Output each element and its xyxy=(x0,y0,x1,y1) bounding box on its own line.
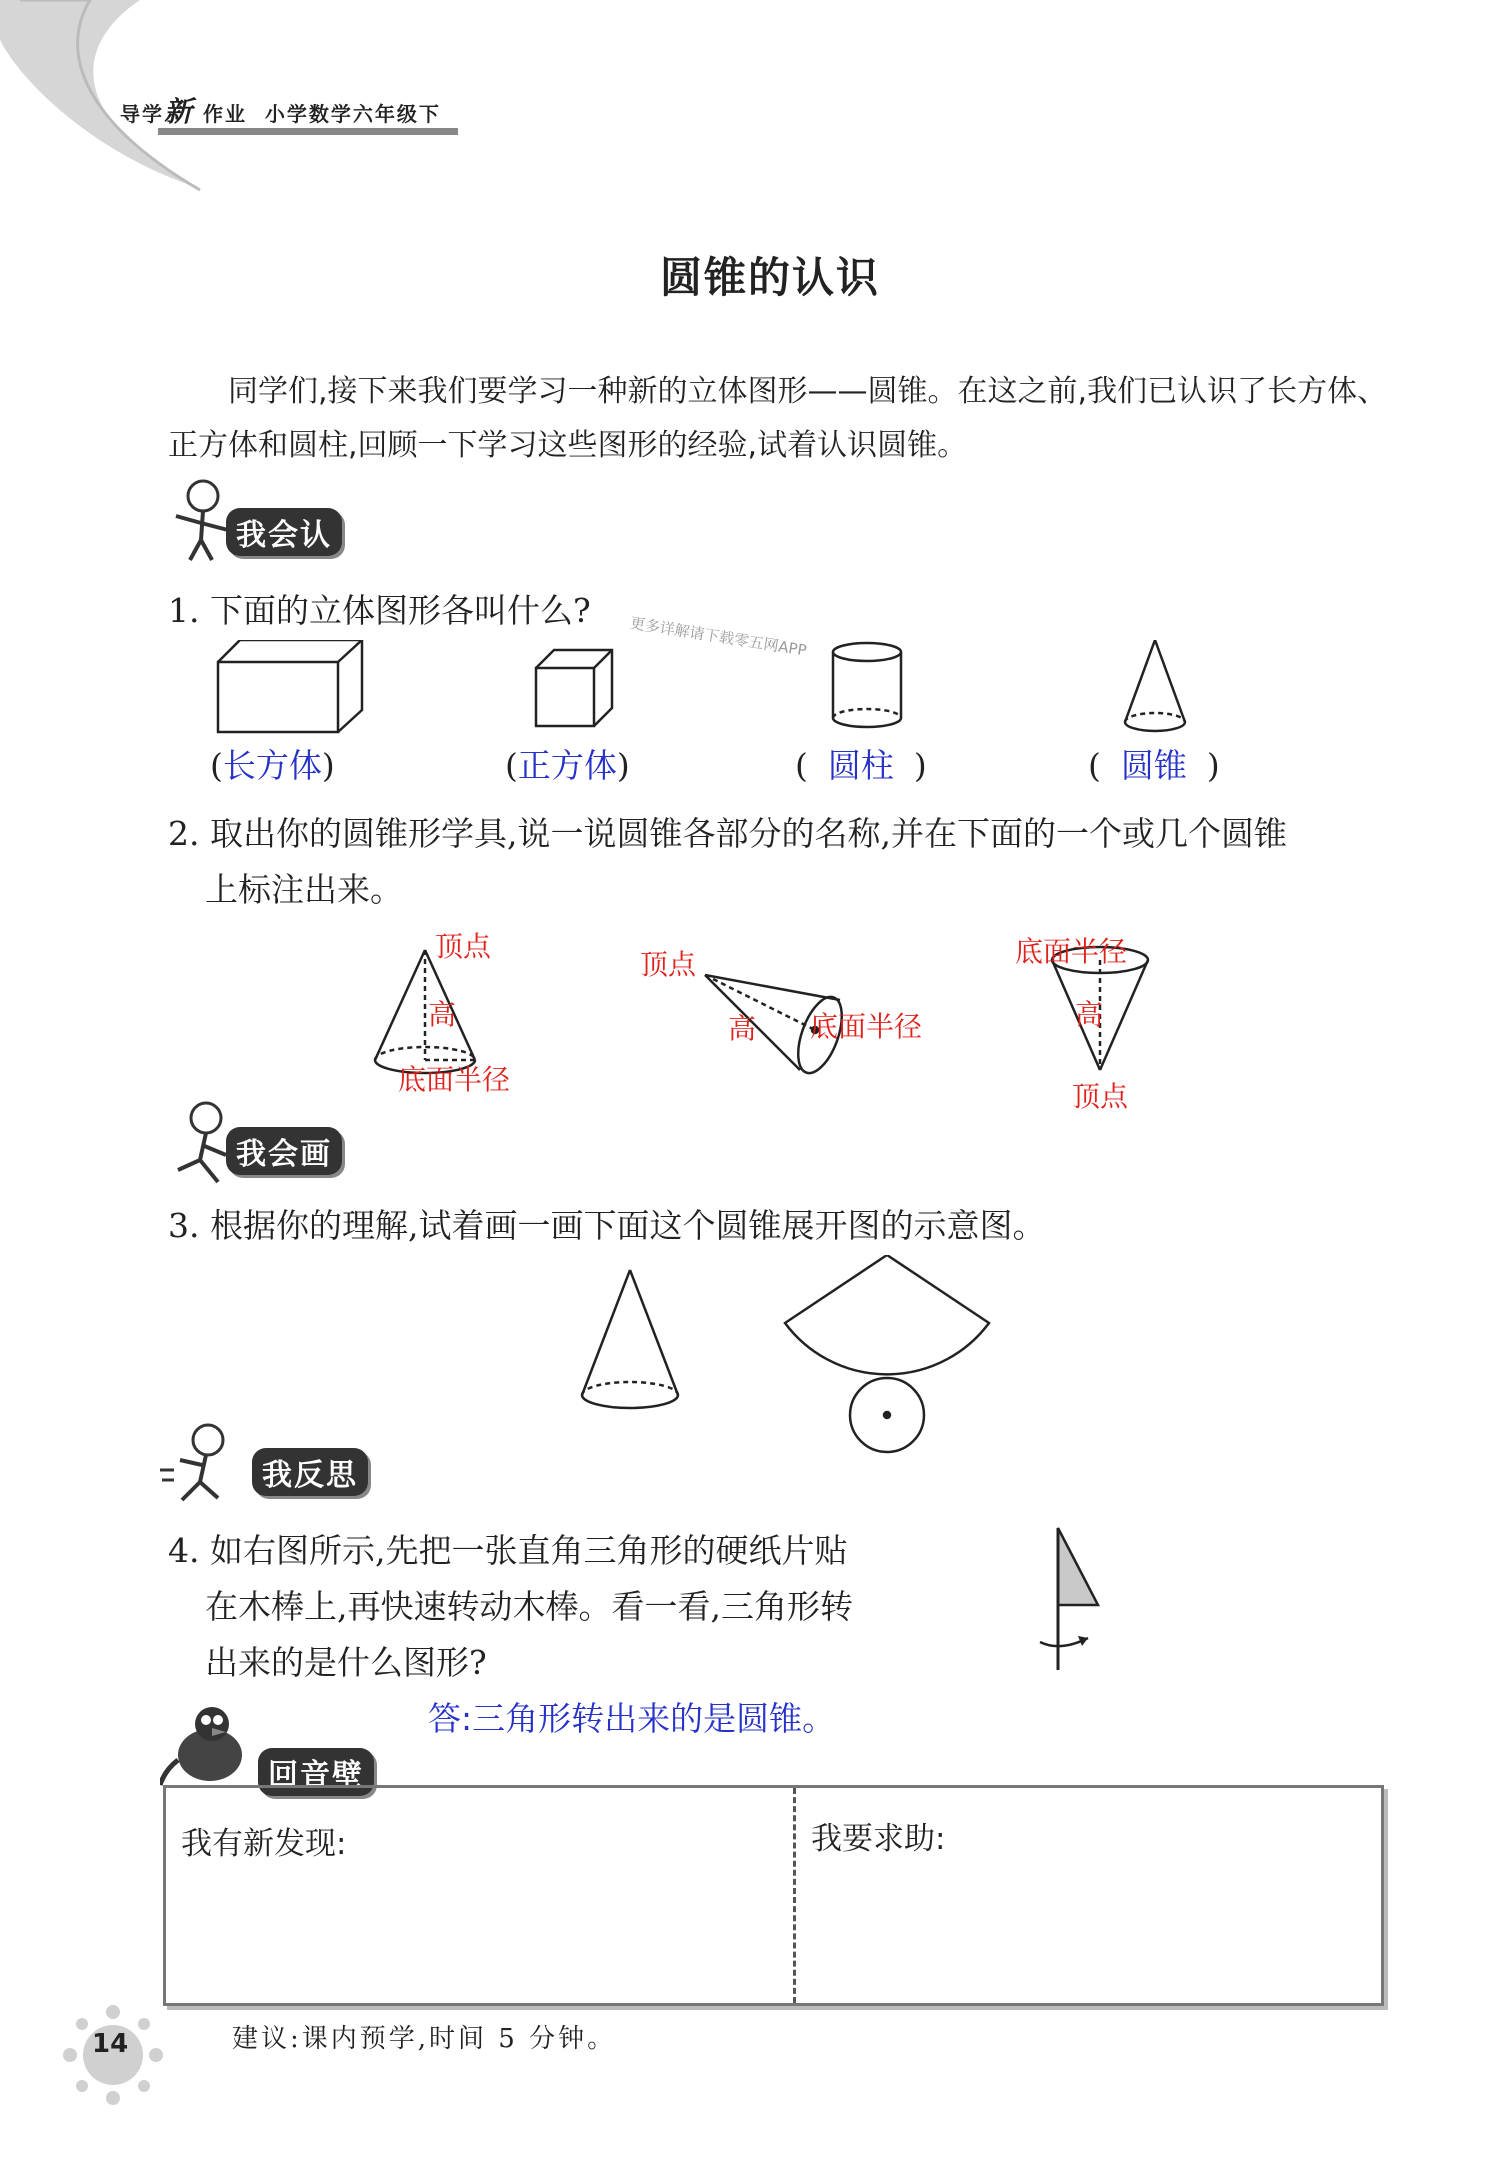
boy-running-icon xyxy=(160,1420,250,1510)
cone1-radius-label: 底面半径 xyxy=(398,1063,511,1096)
q1-answer-cube: 正方体 xyxy=(517,746,617,785)
section-badge-reflect: 我反思 xyxy=(252,1448,368,1496)
suggestion-note: 建议:课内预学,时间 5 分钟。 xyxy=(232,2024,617,2054)
q3-figures xyxy=(570,1255,1010,1470)
cylinder-shape xyxy=(833,643,901,727)
notes-divider xyxy=(793,1788,796,2003)
header-subtitle: 作业 小学数学六年级下 xyxy=(202,102,441,126)
watermark: 更多详解请下载零五网APP xyxy=(628,613,808,660)
q1-answer-2: (正方体) xyxy=(505,746,630,785)
header-brand-new: 新 xyxy=(164,95,195,128)
section-badge-echo: 回音壁 xyxy=(258,1748,374,1796)
q3-text: 3. 根据你的理解,试着画一画下面这个圆锥展开图的示意图。 xyxy=(168,1206,1046,1245)
bird-mascot-icon xyxy=(160,1700,260,1790)
q4-text-line1: 4. 如右图所示,先把一张直角三角形的硬纸片贴 xyxy=(168,1531,848,1570)
q4-text-line2: 在木棒上,再快速转动木棒。看一看,三角形转 xyxy=(205,1587,853,1626)
cone3-height-label: 高 xyxy=(1075,998,1104,1031)
page-number: 14 xyxy=(92,2029,129,2059)
header-brand-prefix: 导学 xyxy=(120,102,164,126)
q3-net-sector xyxy=(785,1255,989,1374)
q3-net-base-circle xyxy=(850,1378,924,1452)
header-underline xyxy=(158,128,458,135)
rotating-triangle-figure xyxy=(1020,1520,1110,1680)
cuboid-shape xyxy=(218,640,362,732)
q1-answer-cuboid: 长方体 xyxy=(222,746,322,785)
notes-box xyxy=(163,1785,1384,2006)
section-badge-recognize: 我会认 xyxy=(226,508,342,556)
q4-answer: 答:三角形转出来的是圆锥。 xyxy=(428,1699,836,1738)
q3-cone xyxy=(582,1270,678,1408)
q2-text-line1: 2. 取出你的圆锥形学具,说一说圆锥各部分的名称,并在下面的一个或几个圆锥 xyxy=(168,814,1287,853)
q1-text: 1. 下面的立体图形各叫什么? xyxy=(168,591,591,630)
q1-shapes xyxy=(200,640,1250,750)
notes-help-label: 我要求助: xyxy=(811,1821,946,1857)
q1-answer-cone: 圆锥 xyxy=(1120,746,1187,785)
cone2-height-label: 高 xyxy=(728,1012,757,1045)
notes-discovery-label: 我有新发现: xyxy=(181,1826,347,1862)
q1-answer-cylinder: 圆柱 xyxy=(827,746,894,785)
cone-upright xyxy=(375,950,475,1073)
cone3-radius-label: 底面半径 xyxy=(1015,935,1128,968)
cone2-radius-label: 底面半径 xyxy=(810,1010,923,1043)
page-title: 圆锥的认识 xyxy=(659,253,880,302)
cube-shape xyxy=(536,650,612,726)
cone2-apex-label: 顶点 xyxy=(640,948,697,981)
q1-answer-4: ( 圆锥 ) xyxy=(1088,746,1220,785)
header-title xyxy=(120,90,441,130)
cone1-apex-label: 顶点 xyxy=(435,930,492,963)
cone-shape xyxy=(1125,640,1185,731)
intro-paragraph: 同学们,接下来我们要学习一种新的立体图形——圆锥。在这之前,我们已认识了长方体、正方体和圆柱,回顾一下学习这些图形的经验,试着认识圆锥。 xyxy=(168,374,1388,463)
q1-answer-1: (长方体) xyxy=(210,746,335,785)
q4-text-line3: 出来的是什么图形? xyxy=(205,1643,487,1682)
q2-text-line2: 上标注出来。 xyxy=(205,870,403,909)
cone1-height-label: 高 xyxy=(428,998,457,1031)
section-badge-draw: 我会画 xyxy=(226,1127,342,1175)
q1-answer-3: ( 圆柱 ) xyxy=(795,746,927,785)
cone3-apex-label: 顶点 xyxy=(1072,1080,1129,1113)
